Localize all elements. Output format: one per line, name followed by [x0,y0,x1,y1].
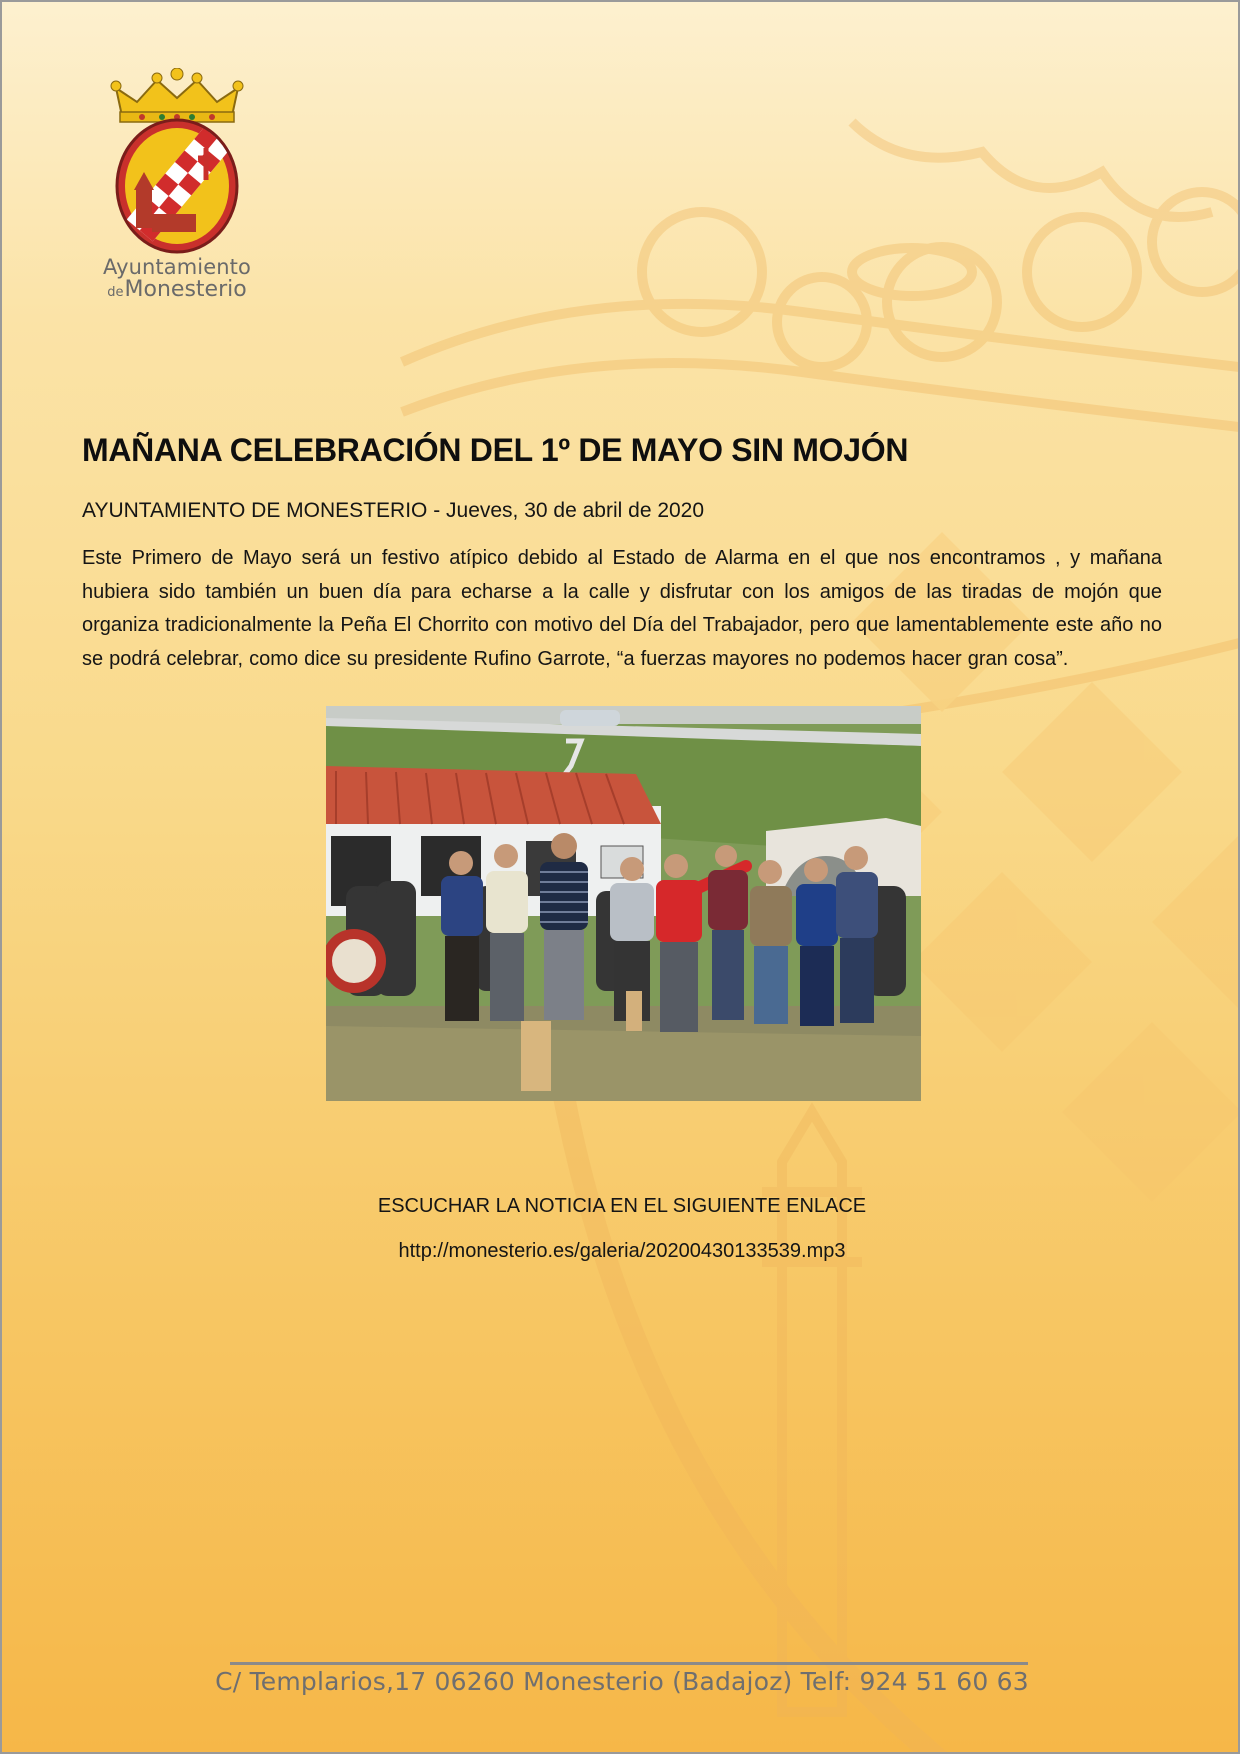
footer-address: C/ Templarios,17 06260 Monesterio (Badajoz) Telf: 924 51 60 63 [215,1667,1029,1696]
ayuntamiento-logo [102,68,252,308]
article-headline: MAÑANA CELEBRACIÓN DEL 1º DE MAYO SIN MOJÓN [82,432,909,468]
listen-label: ESCUCHAR LA NOTICIA EN EL SIGUIENTE ENLACE [377,1195,867,1217]
logo-line-1: Ayuntamiento [103,255,251,279]
footer-divider [230,1662,1028,1665]
logo-wordmark [102,256,252,301]
article-body: Este Primero de Mayo será un festivo atípico debido al Estado de Alarma en el que nos encontramos , y mañana hubiera sido también un buen día para echarse a la calle y disfrutar con los amigos de las tiradas de mojón que organiza tradicionalmente la Peña El Chorrito con motivo del Día del Trabajador, pero que lamentablemente este año no se podrá celebrar, como dice su presidente Rufino Garrote, “a fuerzas mayores no podemos hacer gran cosa”. [82,547,1162,670]
article-photo [326,706,921,1101]
logo-line-2 [102,278,252,302]
logo-line-2-prefix: de [107,284,124,300]
article-byline: AYUNTAMIENTO DE MONESTERIO - Jueves, 30 de abril de 2020 [82,499,705,522]
logo-line-2-main: Monesterio [124,276,247,302]
audio-link[interactable]: http://monesterio.es/galeria/20200430133539.mp3 [398,1240,846,1262]
coat-of-arms-icon [102,68,252,254]
